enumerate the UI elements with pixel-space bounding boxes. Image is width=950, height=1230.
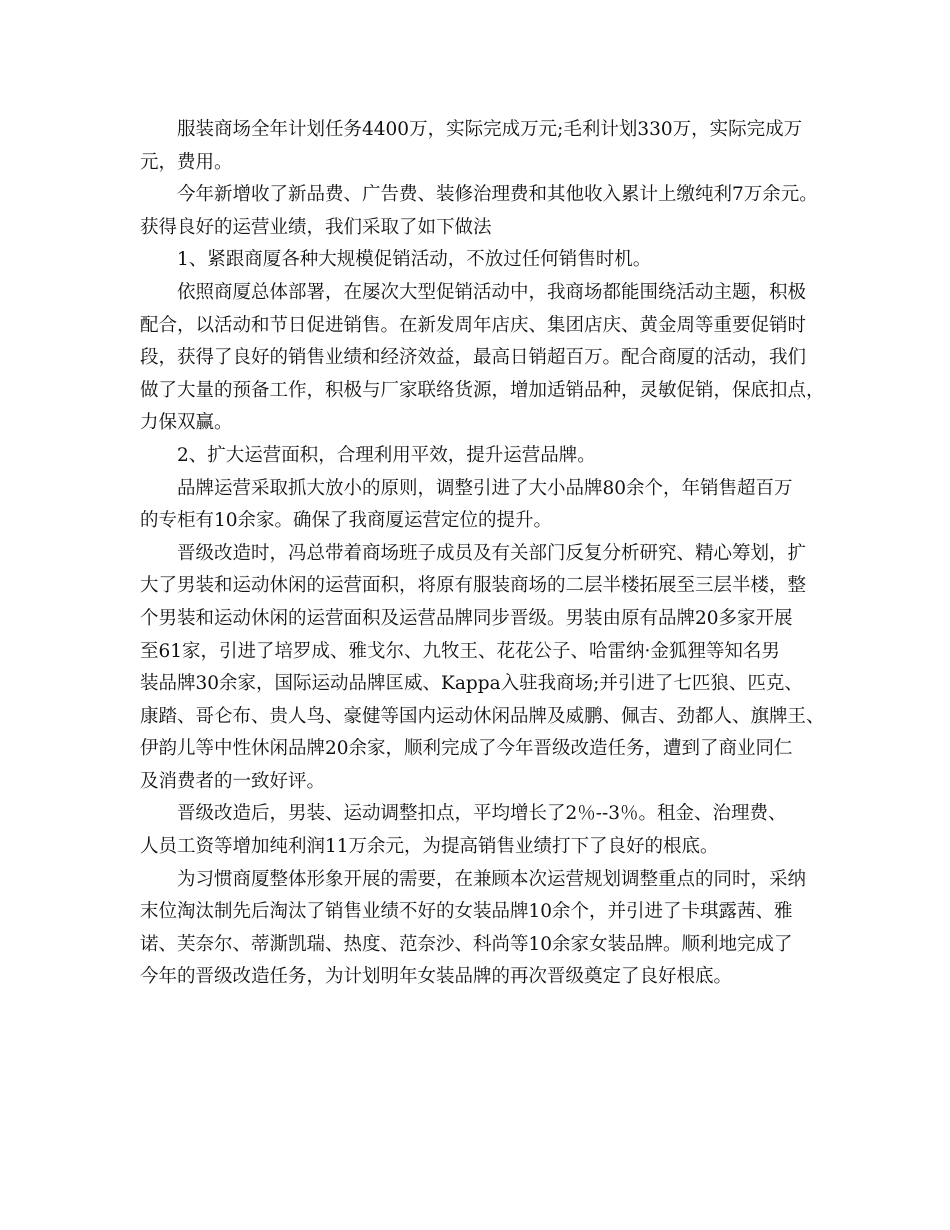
text-line: 大了男装和运动休闲的运营面积，将原有服装商场的二层半楼拓展至三层半楼，整 (140, 575, 807, 597)
text-line: 晋级改造后，男装、运动调整扣点，平均增长了2％--3％。租金、治理费、 (177, 803, 787, 825)
text-line: 获得良好的运营业绩，我们采取了如下做法 (140, 216, 492, 238)
text-line: 及消费者的一致好评。 (140, 770, 326, 792)
text-line: 今年新增收了新品费、广告费、装修治理费和其他收入累计上缴纯利7万余元。 (177, 184, 818, 206)
text-line: 品牌运营采取抓大放小的原则，调整引进了大小品牌80余个，年销售超百万 (177, 477, 793, 499)
text-line: 人员工资等增加纯利润11万余元，为提高销售业绩打下了良好的根底。 (140, 836, 719, 858)
text-line: 今年的晋级改造任务，为计划明年女装品牌的再次晋级奠定了良好根底。 (140, 966, 733, 988)
text-line: 个男装和运动休闲的运营面积及运营品牌同步晋级。男装由原有品牌20多家开展 (140, 607, 793, 629)
text-line: 2、扩大运营面积，合理利用平效，提升运营品牌。 (177, 444, 596, 466)
text-line: 配合，以活动和节日促进销售。在新发周年店庆、集团店庆、黄金周等重要促销时 (140, 314, 807, 336)
text-line: 末位淘汰制先后淘汰了销售业绩不好的女装品牌10余个，并引进了卡琪露茜、雅 (140, 901, 793, 923)
text-line: 装品牌30余家，国际运动品牌匡威、Kappa入驻我商场;并引进了七匹狼、匹克、 (140, 673, 803, 695)
text-line: 依照商厦总体部署，在屡次大型促销活动中，我商场都能围绕活动主题，积极 (177, 281, 807, 303)
text-line: 元，费用。 (140, 151, 233, 173)
text-line: 诺、芙奈尔、蒂澌凯瑞、热度、范奈沙、科尚等10余家女装品牌。顺利地完成了 (140, 933, 793, 955)
text-line: 康踏、哥仑布、贵人鸟、豪健等国内运动休闲品牌及威鹏、佩吉、劲都人、旗牌王、 (140, 705, 825, 727)
text-line: 伊韵儿等中性休闲品牌20余家，顺利完成了今年晋级改造任务，遭到了商业同仁 (140, 738, 793, 760)
text-line: 1、紧跟商厦各种大规模促销活动，不放过任何销售时机。 (177, 249, 652, 271)
text-line: 服装商场全年计划任务4400万，实际完成万元;毛利计划330万，实际完成万 (177, 119, 803, 140)
text-line: 做了大量的预备工作，积极与厂家联络货源，增加适销品种，灵敏促销，保底扣点， (140, 379, 825, 401)
text-line: 段，获得了良好的销售业绩和经济效益，最高日销超百万。配合商厦的活动，我们 (140, 347, 807, 369)
text-line: 至61家，引进了培罗成、雅戈尔、九牧王、花花公子、哈雷纳·金狐狸等知名男 (140, 640, 780, 662)
text-line: 为习惯商厦整体形象开展的需要，在兼顾本次运营规划调整重点的同时，采纳 (177, 868, 807, 890)
text-line: 的专柜有10余家。确保了我商厦运营定位的提升。 (140, 510, 553, 532)
text-line: 晋级改造时，冯总带着商场班子成员及有关部门反复分析研究、精心筹划，扩 (177, 542, 807, 564)
text-line: 力保双赢。 (140, 412, 233, 434)
document-body (140, 114, 830, 994)
